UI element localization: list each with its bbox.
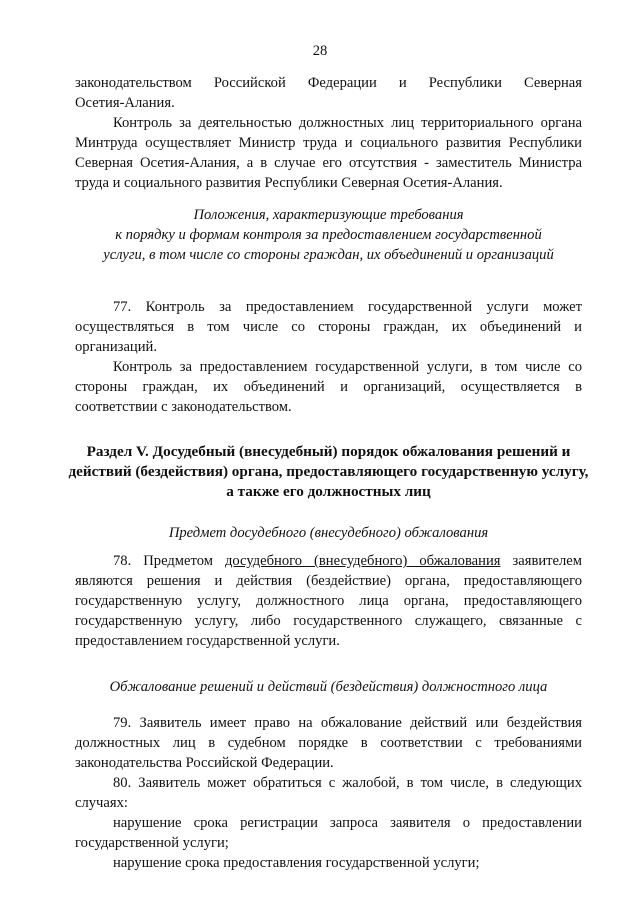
intro-continuation <box>75 73 582 193</box>
heading-control-line-1: Положения, характеризующие требования <box>193 207 464 223</box>
paragraph-78 <box>75 551 582 651</box>
paragraph-77 <box>75 297 582 417</box>
section-5-title <box>68 442 589 502</box>
section-5-line-1: Раздел V. Досудебный (внесудебный) порядок обжалования решений и <box>86 443 571 460</box>
heading-appeal-subject: Предмет досудебного (внесудебного) обжалования <box>168 525 489 541</box>
intro-line-2: Осетия-Алания. <box>75 95 175 111</box>
heading-control-line-3: услуги, в том числе со стороны граждан, их объединений и организаций <box>103 247 554 263</box>
paragraph-80: 80. Заявитель может обратиться с жалобой, в том числе, в следующих случаях: <box>75 775 582 811</box>
heading-control-line-2: к порядку и формам контроля за предоставлением государственной <box>115 227 542 243</box>
paragraphs-79-80 <box>75 713 582 873</box>
case-item-2: нарушение срока предоставления государственной услуги; <box>113 855 480 871</box>
paragraph-79: 79. Заявитель имеет право на обжалование действий или бездействия должностных лиц в судебном порядке в соответствии с требованиями законодательства Российской Федерации. <box>75 715 582 771</box>
paragraph-78-rest: заявителем являются решения и действия (бездействие) органа, предоставляющего государственную услугу, должностного лица органа, предоставляющего государственную услугу, либо государственного служащего, связанные с предоставлением государственной услуги. <box>75 553 582 649</box>
paragraph-78-text <box>75 551 582 651</box>
heading-control-provisions <box>70 205 587 265</box>
control-paragraph: Контроль за деятельностью должностных лиц территориального органа Минтруда осуществляет Министр труда и социального развития Республики Северная Осетия-Алания, а в случае его отсутствия - заместитель Министра труда и социального развития Республики Северная Осетия-Алания. <box>75 115 582 191</box>
case-item-1: нарушение срока регистрации запроса заявителя о предоставлении государственной услуги; <box>75 815 582 851</box>
page-number: 28 <box>312 43 328 59</box>
paragraph-78-prefix: 78. Предметом <box>113 553 225 569</box>
intro-line-1: законодательством Российской Федерации и Республики Северная <box>75 75 582 91</box>
heading-appeal-actions: Обжалование решений и действий (бездействия) должностного лица <box>109 679 548 695</box>
paragraph-77-text-2: Контроль за предоставлением государственной услуги, в том числе со стороны граждан, их объединений и организаций, осуществляется в соответствии с законодательством. <box>75 359 582 415</box>
paragraph-77-text: 77. Контроль за предоставлением государственной услуги может осуществляться в том числе со стороны граждан, их объединений и организаций. <box>75 299 582 355</box>
section-5-line-2: действий (бездействия) органа, предоставляющего государственную услугу, <box>68 463 589 480</box>
paragraph-78-underlined: досудебного (внесудебного) обжалования <box>224 553 501 569</box>
section-5-line-3: а также его должностных лиц <box>226 483 431 500</box>
